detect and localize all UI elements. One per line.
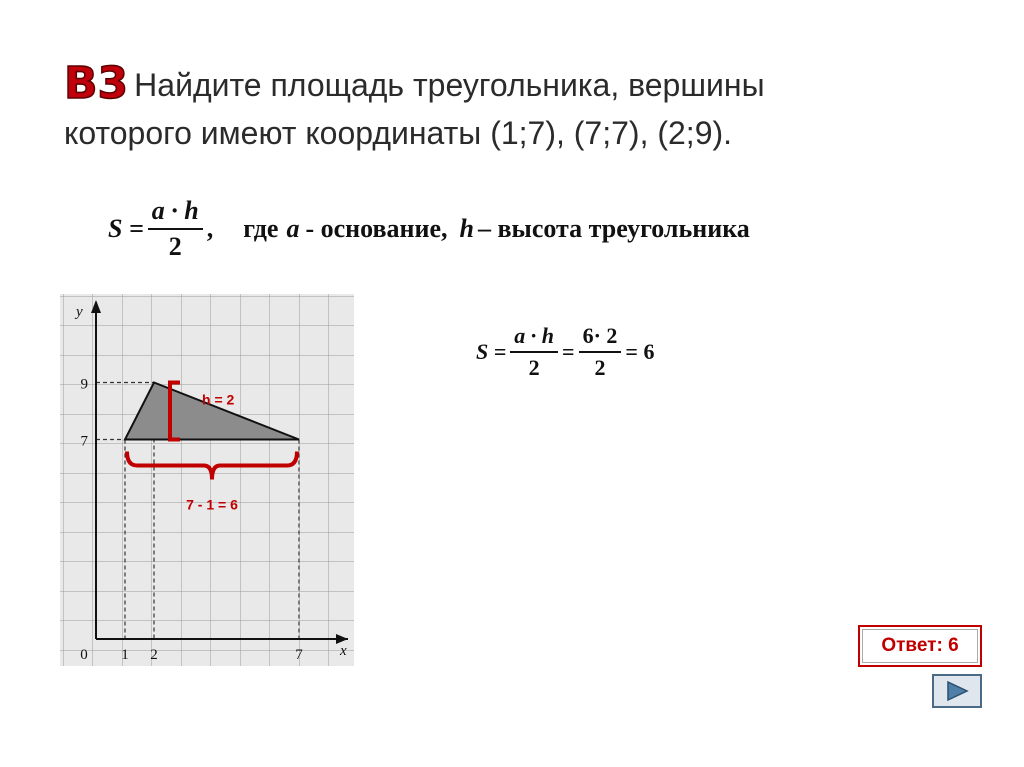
y-tick-label: 7 — [80, 433, 88, 450]
calc-fraction-2 — [579, 323, 622, 381]
coordinate-plot — [60, 294, 354, 666]
x-tick-label: 7 — [295, 647, 303, 663]
y-axis-label: y — [76, 304, 83, 320]
next-slide-button[interactable] — [932, 674, 982, 708]
height-label: h = 2 — [202, 391, 235, 408]
calc-lhs: S = — [476, 339, 507, 364]
formula-comma: , — [206, 214, 214, 243]
formula-a: a — [286, 214, 300, 243]
grid-background — [60, 294, 354, 666]
slide-title — [64, 60, 964, 157]
base-label: 7 - 1 = 6 — [186, 496, 238, 513]
formula-denominator: 2 — [168, 232, 182, 261]
calc-equals-1: = — [562, 339, 575, 364]
formula-h: h — [459, 214, 475, 243]
calc-numerator-2: 6· 2 — [582, 323, 618, 348]
x-tick-label: 1 — [121, 647, 129, 663]
play-next-icon — [944, 680, 970, 702]
y-tick-label: 9 — [80, 376, 88, 393]
calc-result: = 6 — [625, 339, 655, 364]
formula-fraction — [148, 196, 203, 262]
calc-denominator-2: 2 — [594, 355, 606, 380]
x-tick-label: 2 — [150, 647, 158, 663]
formula-a-desc: - основание, — [305, 214, 448, 243]
origin-label: 0 — [80, 647, 88, 663]
x-axis-label: x — [340, 643, 347, 659]
computation-formula — [476, 323, 654, 381]
coordinate-plot-svg — [60, 294, 354, 666]
answer-box — [858, 625, 982, 667]
area-formula — [108, 196, 750, 262]
calc-numerator-1: a · h — [514, 323, 555, 348]
answer-label: Ответ: 6 — [881, 635, 959, 656]
problem-number-badge: B3 — [64, 58, 129, 109]
calc-fraction-1 — [510, 323, 558, 381]
title-text-1: Найдите площадь треугольника, вершины — [134, 67, 765, 103]
calc-denominator-1: 2 — [528, 355, 540, 380]
formula-lhs: S = — [108, 214, 144, 243]
title-line-1 — [64, 60, 964, 109]
formula-numerator: a · h — [151, 196, 199, 225]
title-text-2: которого имеют координаты (1;7), (7;7), (2;9). — [64, 115, 733, 151]
formula-where: где — [243, 214, 279, 243]
formula-h-desc: – высота треугольника — [478, 214, 750, 243]
